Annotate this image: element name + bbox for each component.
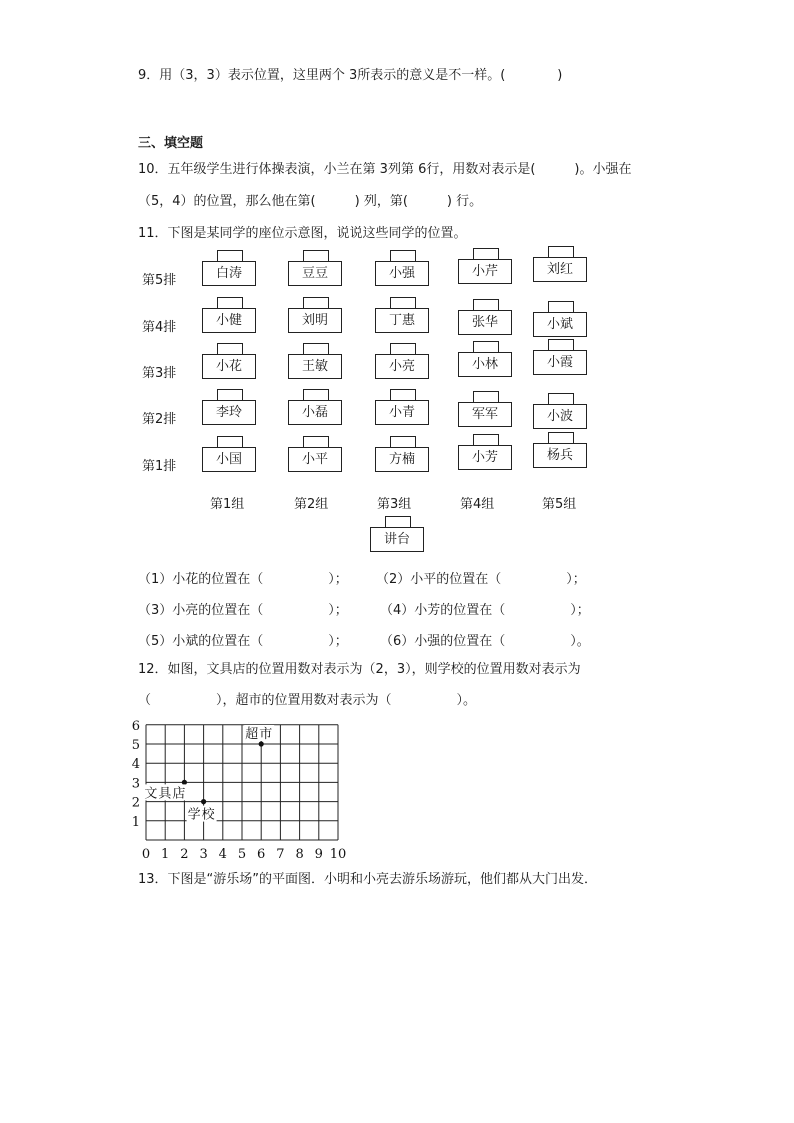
seat — [458, 248, 514, 284]
y-tick-label: 6 — [131, 718, 140, 734]
seat-name: 杨兵 — [533, 443, 587, 468]
seat — [288, 297, 344, 333]
seat — [375, 250, 431, 286]
podium — [370, 516, 426, 552]
seat-name: 刘明 — [288, 308, 342, 333]
q12-line1: 12．如图，文具店的位置用数对表示为（2，3），则学校的位置用数对表示为 — [138, 662, 581, 677]
q11-item-6: （6）小强的位置在（ ）。 — [380, 634, 590, 649]
seat-name: 张华 — [458, 310, 512, 335]
q11-item-2: （2）小平的位置在（ ）； — [376, 572, 586, 587]
seat-name: 小青 — [375, 400, 429, 425]
group-label: 第3组 — [377, 497, 412, 512]
seat-name: 小林 — [458, 352, 512, 377]
seat — [533, 432, 589, 468]
row-label: 第4排 — [142, 320, 177, 335]
x-tick-label: 6 — [257, 847, 266, 862]
x-tick-label: 3 — [199, 847, 208, 862]
coordinate-grid — [130, 716, 360, 864]
seat — [375, 343, 431, 379]
seat — [458, 341, 514, 377]
seat — [202, 250, 258, 286]
seat — [202, 297, 258, 333]
grid-point — [201, 799, 206, 804]
seat — [202, 389, 258, 425]
seat — [288, 436, 344, 472]
group-label: 第4组 — [460, 497, 495, 512]
x-tick-label: 8 — [295, 847, 304, 862]
seat — [202, 343, 258, 379]
q10-line1: 10．五年级学生进行体操表演，小兰在第 3列第 6行，用数对表示是( )。小强在 — [138, 162, 632, 177]
row-label: 第5排 — [142, 273, 177, 288]
seat-name: 李玲 — [202, 400, 256, 425]
seat-name: 小平 — [288, 447, 342, 472]
row-label: 第1排 — [142, 459, 177, 474]
q9-text: 9．用（3，3）表示位置，这里两个 3所表示的意义是不一样。( ) — [138, 68, 563, 83]
x-tick-label: 4 — [218, 847, 227, 862]
x-tick-label: 9 — [314, 847, 323, 862]
group-label: 第1组 — [210, 497, 245, 512]
q11-item-1: （1）小花的位置在（ ）； — [138, 572, 348, 587]
x-tick-label: 5 — [237, 847, 247, 862]
q11-intro: 11．下图是某同学的座位示意图，说说这些同学的位置。 — [138, 226, 467, 241]
seat-name: 小强 — [375, 261, 429, 286]
row-label: 第3排 — [142, 366, 177, 381]
seat-name: 小磊 — [288, 400, 342, 425]
seat-name: 小斌 — [533, 312, 587, 337]
row-label: 第2排 — [142, 412, 177, 427]
group-label: 第2组 — [294, 497, 329, 512]
seat-name: 小芳 — [458, 445, 512, 470]
seat — [458, 391, 514, 427]
seat-name: 白涛 — [202, 261, 256, 286]
seat — [458, 299, 514, 335]
q13-text: 13．下图是“游乐场”的平面图．小明和小亮去游乐场游玩，他们都从大门出发． — [138, 872, 598, 887]
seat — [533, 339, 589, 375]
seat — [288, 389, 344, 425]
y-tick-label: 5 — [131, 738, 140, 753]
point-label: 学校 — [187, 807, 216, 823]
y-tick-label: 2 — [131, 795, 140, 811]
seat-name: 军军 — [458, 402, 512, 427]
grid-point — [259, 741, 264, 746]
seat — [533, 246, 589, 282]
x-tick-label: 7 — [276, 847, 285, 862]
q12-line2: （ ），超市的位置用数对表示为（ ）。 — [138, 693, 477, 708]
podium-label: 讲台 — [370, 527, 424, 552]
point-label: 超市 — [245, 727, 274, 742]
seat — [375, 297, 431, 333]
seat-name: 小波 — [533, 404, 587, 429]
q11-item-5: （5）小斌的位置在（ ）； — [138, 634, 348, 649]
seat-name: 刘红 — [533, 257, 587, 282]
x-tick-label: 1 — [161, 847, 170, 862]
seat-name: 小健 — [202, 308, 256, 333]
seat — [533, 301, 589, 337]
seat-name: 丁惠 — [375, 308, 429, 333]
point-label: 文具店 — [144, 786, 187, 802]
group-label: 第5组 — [542, 497, 577, 512]
seat — [202, 436, 258, 472]
seat — [375, 436, 431, 472]
q10-line2: （5，4）的位置，那么他在第( ) 列，第( ) 行。 — [138, 194, 483, 209]
x-tick-label: 0 — [141, 847, 151, 862]
seat — [288, 250, 344, 286]
q11-item-4: （4）小芳的位置在（ ）； — [380, 603, 590, 618]
seat — [533, 393, 589, 429]
section-title: 三、填空题 — [138, 136, 204, 151]
seat-name: 小芹 — [458, 259, 512, 284]
q11-item-3: （3）小亮的位置在（ ）； — [138, 603, 348, 618]
seat-name: 王敏 — [288, 354, 342, 379]
seat-name: 小花 — [202, 354, 256, 379]
x-tick-label: 2 — [180, 847, 189, 862]
seat-name: 方楠 — [375, 447, 429, 472]
grid-point — [182, 780, 187, 785]
seat — [458, 434, 514, 470]
x-tick-label: 10 — [329, 847, 347, 862]
y-tick-label: 1 — [131, 814, 140, 830]
seat-name: 小国 — [202, 447, 256, 472]
y-tick-label: 3 — [131, 776, 140, 792]
y-tick-label: 4 — [131, 757, 140, 773]
seat — [375, 389, 431, 425]
seat — [288, 343, 344, 379]
seat-name: 小霞 — [533, 350, 587, 375]
seat-name: 小亮 — [375, 354, 429, 379]
seat-name: 豆豆 — [288, 261, 342, 286]
